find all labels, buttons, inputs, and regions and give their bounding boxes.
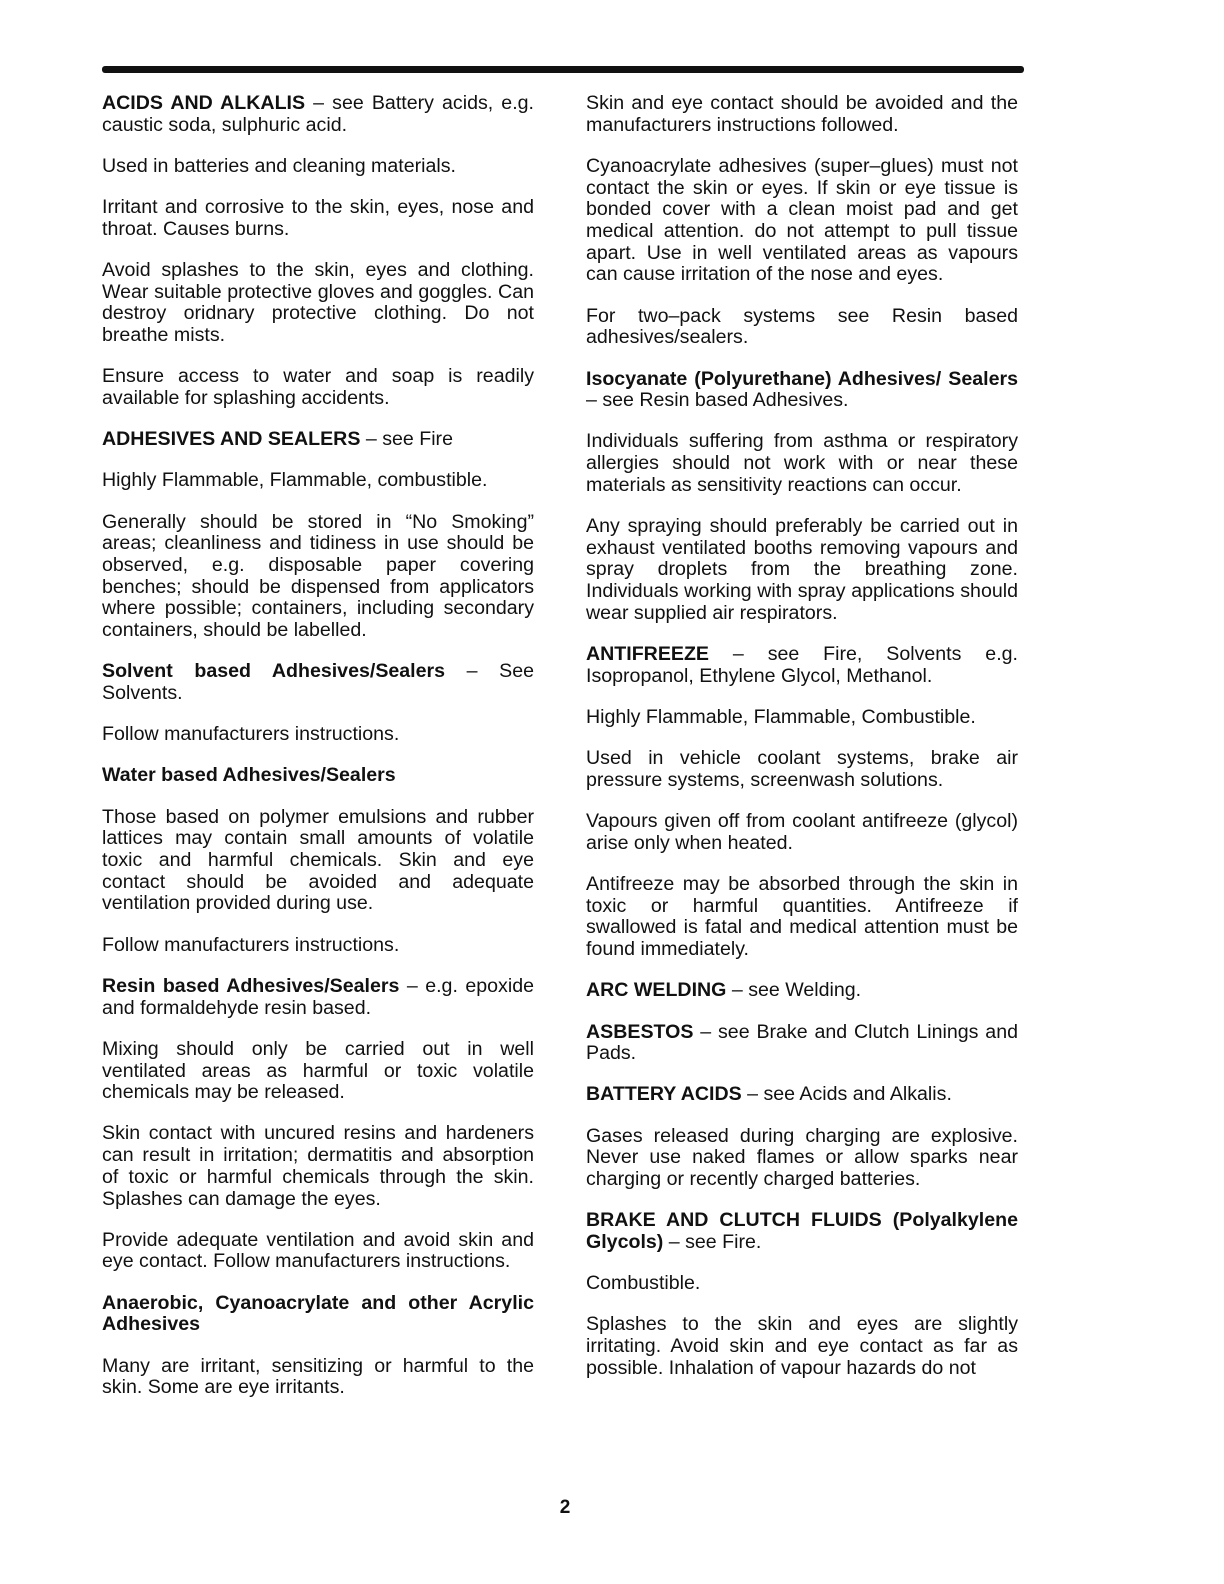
paragraph-text: Generally should be stored in “No Smoking” areas; cleanliness and tidiness in use should be observed, e.g. disposable paper covering benches; should be dispensed from applicators where possible; containers, including secondary containers, should be labelled. xyxy=(102,510,534,642)
paragraph xyxy=(102,661,534,704)
paragraph xyxy=(586,1210,1018,1253)
entry-heading: ACIDS AND ALKALIS xyxy=(102,92,306,114)
paragraph xyxy=(102,1123,534,1210)
paragraph-text: – see Fire, Solvents e.g. Isopropanol, Ethylene Glycol, Methanol. xyxy=(586,643,1018,687)
paragraph-text: – see Battery acids, e.g. caustic soda, sulphuric acid. xyxy=(102,92,534,136)
paragraph-text: Follow manufacturers instructions. xyxy=(102,723,400,746)
paragraph xyxy=(586,1273,1018,1295)
paragraph-text: Highly Flammable, Flammable, combustible. xyxy=(102,469,488,492)
paragraph xyxy=(586,1084,1018,1106)
paragraph-text: Provide adequate ventilation and avoid skin and eye contact. Follow manufacturers instructions. xyxy=(102,1228,534,1273)
entry-heading: ARC WELDING xyxy=(586,979,727,1002)
paragraph xyxy=(102,1293,534,1336)
paragraph xyxy=(586,707,1018,729)
paragraph-text: Mixing should only be carried out in well ventilated areas as harmful or toxic volatile chemicals may be released. xyxy=(102,1037,534,1104)
paragraph xyxy=(586,1314,1018,1379)
paragraph-text: Used in vehicle coolant systems, brake air pressure systems, screenwash solutions. xyxy=(586,747,1018,791)
paragraph xyxy=(586,1022,1018,1065)
entry-heading: Solvent based Adhesives/Sealers xyxy=(102,660,446,683)
paragraph-text: Cyanoacrylate adhesives (super–glues) must not contact the skin or eyes. If skin or eye tissue is bonded cover with a clean moist pad and get medical attention. do not attempt to pull tissue apart. Use in well ventilated areas as vapours can cause irritation of the nose and eyes. xyxy=(586,154,1018,286)
entry-heading: BRAKE AND CLUTCH FLUIDS (Polyalkylene Glycols) xyxy=(586,1209,1018,1253)
paragraph xyxy=(586,980,1018,1002)
paragraph xyxy=(102,93,534,136)
paragraph-text: Antifreeze may be absorbed through the skin in toxic or harmful quantities. Antifreeze if swallowed is fatal and medical attention must be found immediately. xyxy=(586,872,1018,961)
entry-heading: ANTIFREEZE xyxy=(586,643,710,666)
paragraph-text: – see Fire. xyxy=(663,1230,762,1253)
paragraph xyxy=(102,366,534,409)
paragraph xyxy=(102,976,534,1019)
paragraph-text: Splashes to the skin and eyes are slightly irritating. Avoid skin and eye contact as far as possible. Inhalation of vapour hazards do not xyxy=(586,1313,1018,1379)
left-column xyxy=(102,93,534,1418)
paragraph-text: – see Fire xyxy=(360,428,453,451)
paragraph-text: Individuals suffering from asthma or respiratory allergies should not work with or near these materials as sensitivity reactions can occur. xyxy=(586,430,1018,496)
entry-heading: Anaerobic, Cyanoacrylate and other Acrylic Adhesives xyxy=(102,1291,534,1336)
paragraph-text: Highly Flammable, Flammable, Combustible. xyxy=(586,705,976,728)
paragraph-text: Many are irritant, sensitizing or harmful to the skin. Some are eye irritants. xyxy=(102,1354,534,1399)
entry-heading: BATTERY ACIDS xyxy=(586,1083,742,1106)
paragraph-text: Avoid splashes to the skin, eyes and clothing. Wear suitable protective gloves and goggles. Can destroy oridnary protective clothing. Do not breathe mists. xyxy=(102,259,534,347)
paragraph-text: Irritant and corrosive to the skin, eyes, nose and throat. Causes burns. xyxy=(102,196,534,240)
paragraph-text: Combustible. xyxy=(586,1272,701,1295)
paragraph xyxy=(586,156,1018,286)
paragraph xyxy=(102,429,534,451)
paragraph-text: Vapours given off from coolant antifreeze (glycol) arise only when heated. xyxy=(586,810,1018,854)
entry-heading: ADHESIVES AND SEALERS xyxy=(102,428,361,451)
paragraph-text: – See Solvents. xyxy=(102,660,534,705)
paragraph xyxy=(102,1230,534,1273)
paragraph xyxy=(102,807,534,916)
header-rule xyxy=(102,66,1024,73)
paragraph-text: – see Brake and Clutch Linings and Pads. xyxy=(586,1020,1018,1065)
page-number: 2 xyxy=(559,1497,571,1518)
paragraph xyxy=(586,1126,1018,1191)
paragraph-text: Ensure access to water and soap is readily available for splashing accidents. xyxy=(102,365,534,410)
paragraph xyxy=(586,369,1018,412)
paragraph-text: Follow manufacturers instructions. xyxy=(102,933,400,956)
paragraph-text: Skin contact with uncured resins and hardeners can result in irritation; dermatitis and absorption of toxic or harmful chemicals through the skin. Splashes can damage the eyes. xyxy=(102,1122,534,1210)
paragraph xyxy=(102,765,534,787)
right-column xyxy=(586,93,1018,1399)
paragraph xyxy=(102,935,534,957)
paragraph-text: – see Welding. xyxy=(726,979,862,1002)
paragraph xyxy=(586,644,1018,687)
entry-heading: ASBESTOS xyxy=(586,1020,694,1043)
entry-heading: Water based Adhesives/Sealers xyxy=(102,764,396,787)
paragraph xyxy=(586,516,1018,625)
paragraph xyxy=(586,306,1018,349)
paragraph-text: Used in batteries and cleaning materials. xyxy=(102,154,456,177)
paragraph-text: Any spraying should preferably be carried out in exhaust ventilated booths removing vapours and spray droplets from the breathing zone. Individuals working with spray applications should wear supplied air respirators. xyxy=(586,515,1018,624)
paragraph xyxy=(102,1039,534,1104)
paragraph-text: For two–pack systems see Resin based adhesives/sealers. xyxy=(586,304,1018,349)
paragraph-text: Skin and eye contact should be avoided and the manufacturers instructions followed. xyxy=(586,92,1018,136)
paragraph xyxy=(586,748,1018,791)
paragraph-text: – see Resin based Adhesives. xyxy=(586,389,849,412)
paragraph-text: Those based on polymer emulsions and rubber lattices may contain small amounts of volatile toxic and harmful chemicals. Skin and eye contact should be avoided and adequate ventilation provided during use. xyxy=(102,805,534,915)
paragraph xyxy=(586,431,1018,496)
paragraph-text: – see Acids and Alkalis. xyxy=(741,1083,952,1106)
paragraph xyxy=(102,260,534,347)
paragraph xyxy=(586,93,1018,136)
entry-heading: Isocyanate (Polyurethane) Adhesives/ Sealers xyxy=(586,367,1018,390)
paragraph xyxy=(102,1356,534,1399)
paragraph-text: – e.g. epoxide and formaldehyde resin based. xyxy=(102,974,535,1019)
paragraph xyxy=(586,874,1018,961)
paragraph-text: Gases released during charging are explosive. Never use naked flames or allow sparks near charging or recently charged batteries. xyxy=(586,1124,1018,1191)
entry-heading: Resin based Adhesives/Sealers xyxy=(102,974,400,997)
paragraph xyxy=(586,811,1018,854)
paragraph xyxy=(102,197,534,240)
paragraph xyxy=(102,470,534,492)
paragraph xyxy=(102,156,534,178)
paragraph xyxy=(102,724,534,746)
paragraph xyxy=(102,512,534,642)
